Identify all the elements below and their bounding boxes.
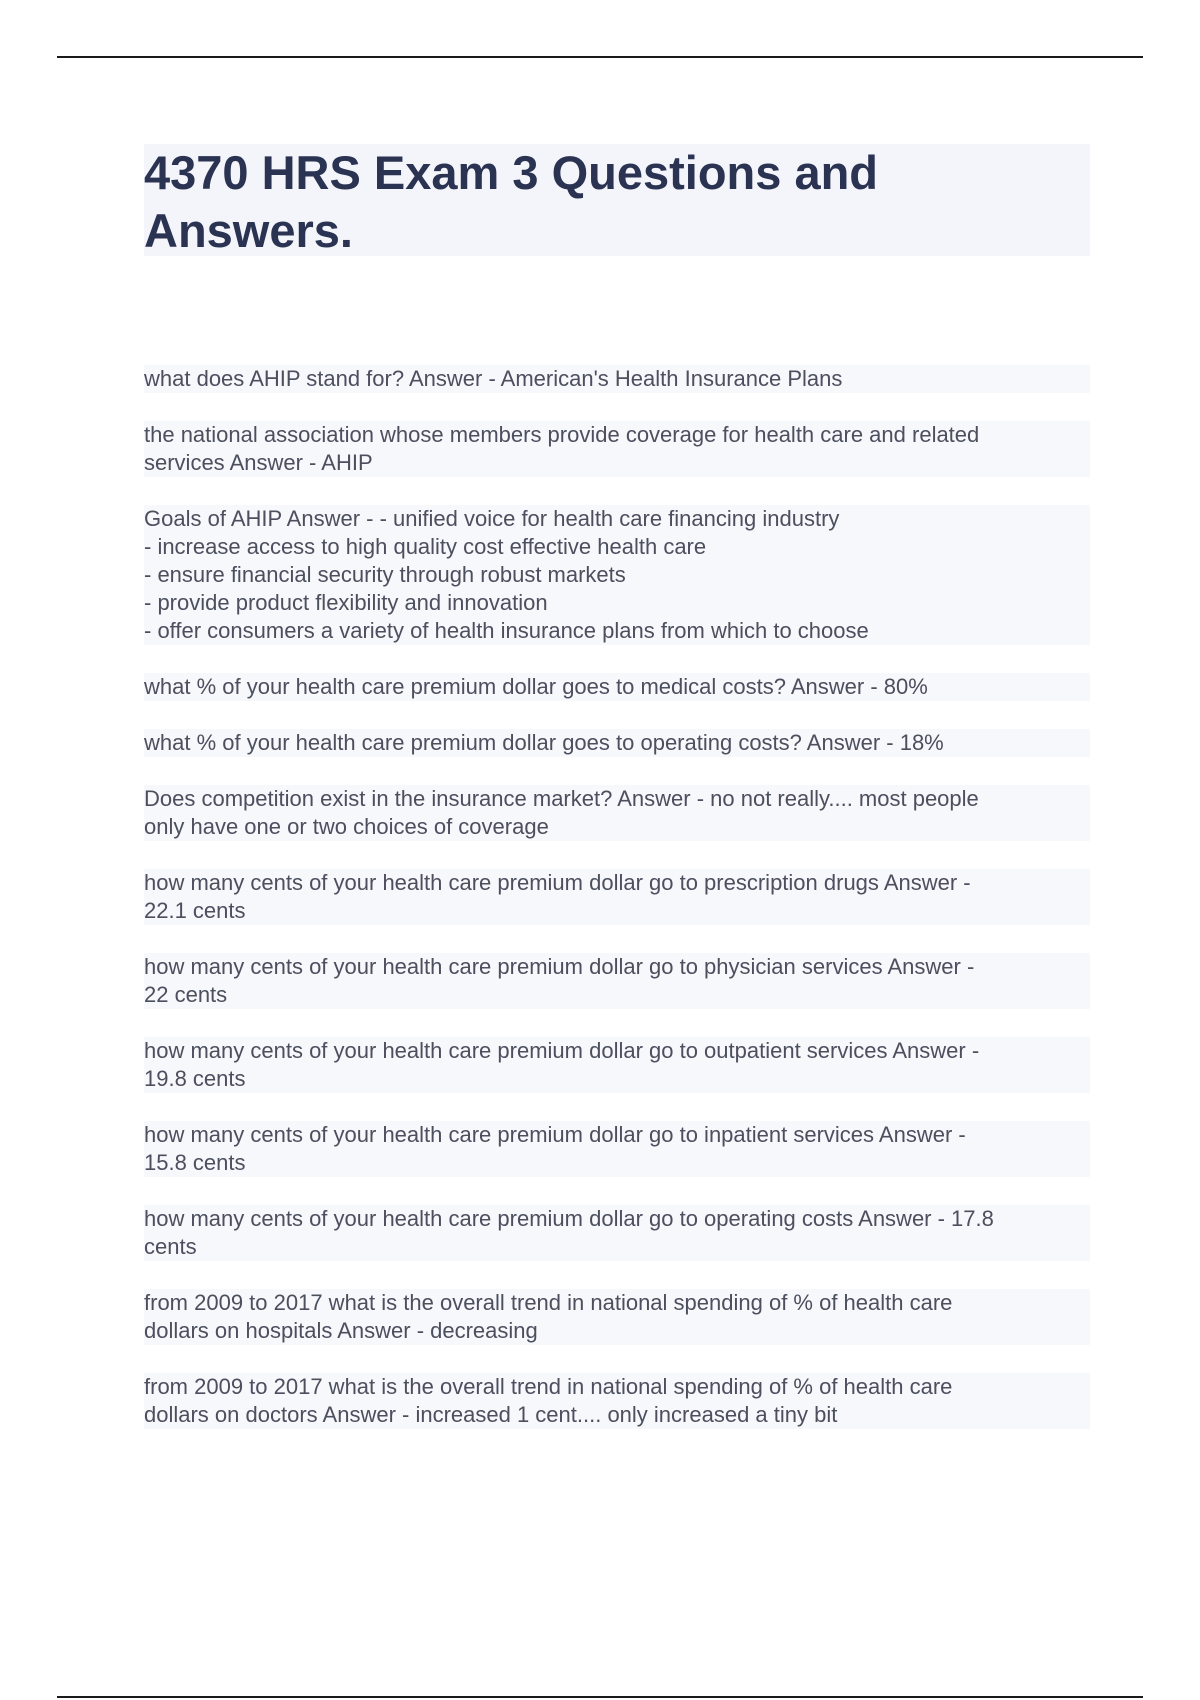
qa-entry: how many cents of your health care premium dollar go to outpatient services Answer - 19.8 cents: [144, 1037, 1090, 1093]
qa-entry: Does competition exist in the insurance market? Answer - no not really.... most people only have one or two choices of coverage: [144, 785, 1090, 841]
qa-list: [144, 365, 1090, 1429]
title-block: [144, 144, 1090, 256]
qa-entry: what does AHIP stand for? Answer - American's Health Insurance Plans: [144, 365, 1090, 393]
qa-entry: how many cents of your health care premium dollar go to prescription drugs Answer - 22.1 cents: [144, 869, 1090, 925]
qa-entry: what % of your health care premium dollar goes to medical costs? Answer - 80%: [144, 673, 1090, 701]
qa-entry: from 2009 to 2017 what is the overall trend in national spending of % of health care dollars on hospitals Answer - decreasing: [144, 1289, 1090, 1345]
qa-entry: what % of your health care premium dollar goes to operating costs? Answer - 18%: [144, 729, 1090, 757]
top-rule: [57, 56, 1143, 58]
qa-entry: how many cents of your health care premium dollar go to inpatient services Answer - 15.8 cents: [144, 1121, 1090, 1177]
qa-entry: the national association whose members provide coverage for health care and related services Answer - AHIP: [144, 421, 1090, 477]
bottom-rule: [57, 1696, 1143, 1698]
document-title: 4370 HRS Exam 3 Questions and Answers.: [144, 146, 879, 257]
qa-entry: from 2009 to 2017 what is the overall trend in national spending of % of health care dollars on doctors Answer - increased 1 cent.... only increased a tiny bit: [144, 1373, 1090, 1429]
qa-entry: Goals of AHIP Answer - - unified voice for health care financing industry - increase access to high quality cost effective health care - ensure financial security through robust markets - provide product flexibility and innovation - offer consumers a variety of health insurance plans from which to choose: [144, 505, 1090, 645]
qa-entry: how many cents of your health care premium dollar go to physician services Answer - 22 cents: [144, 953, 1090, 1009]
qa-entry: how many cents of your health care premium dollar go to operating costs Answer - 17.8 cents: [144, 1205, 1090, 1261]
